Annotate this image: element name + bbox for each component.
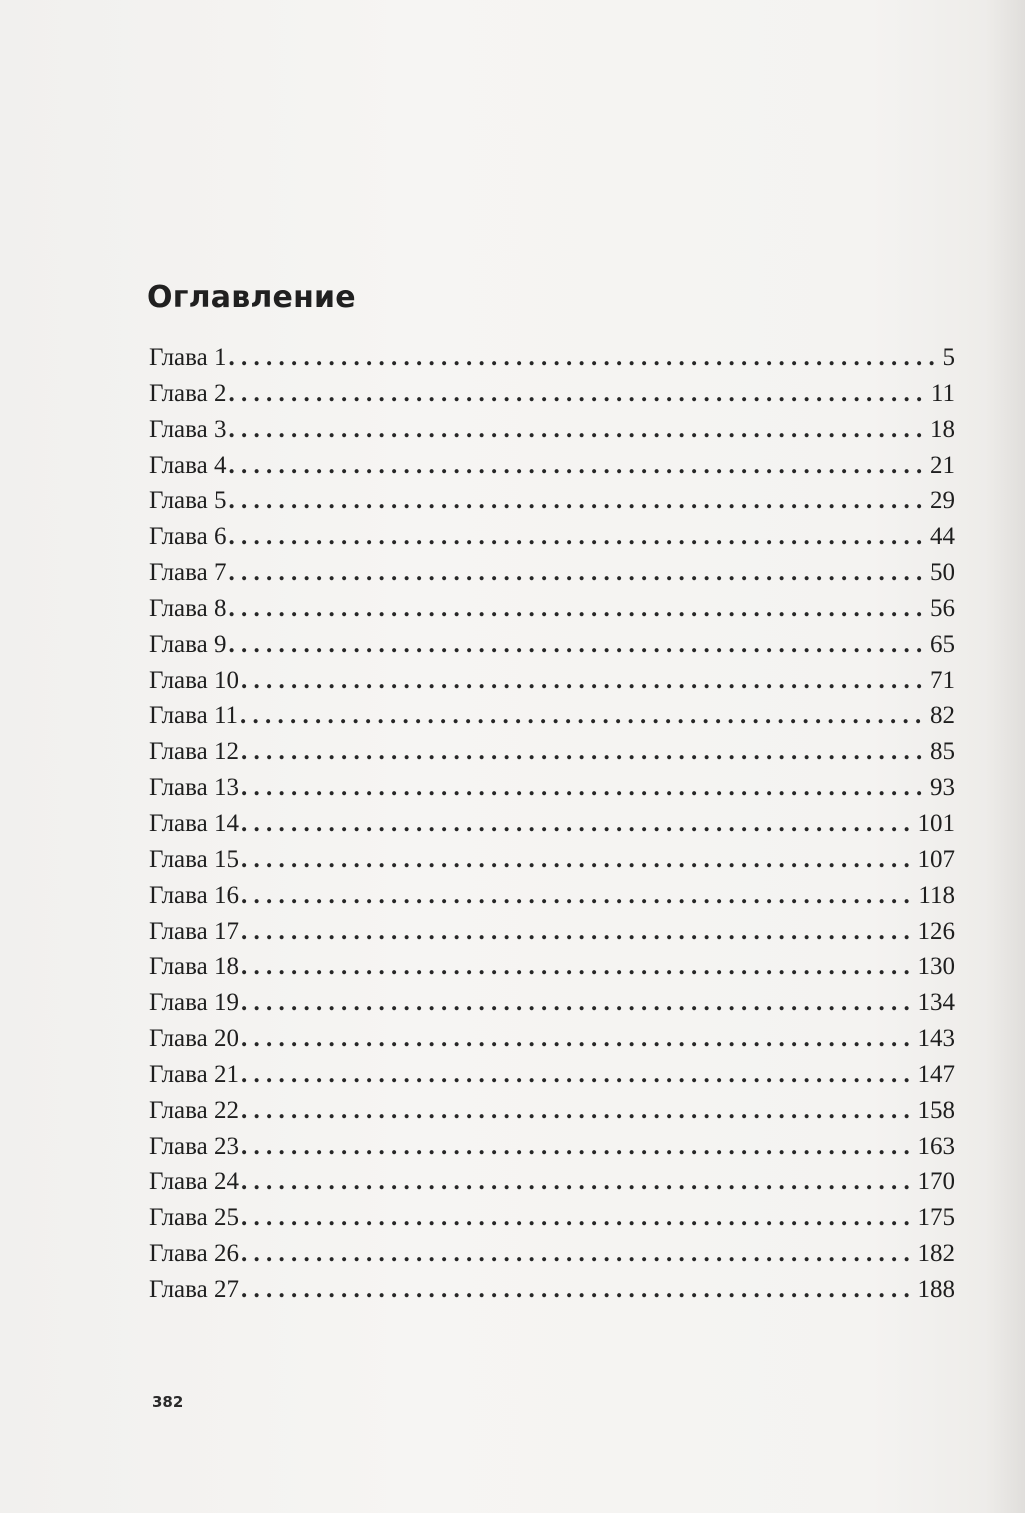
toc-page-number: 18	[930, 415, 955, 443]
toc-page-number: 118	[918, 881, 955, 909]
toc-dot-leader	[228, 519, 926, 555]
toc-entry	[149, 483, 955, 519]
toc-entry	[149, 914, 955, 950]
toc-page-number: 82	[930, 702, 955, 730]
toc-chapter-label: Глава 9	[149, 630, 227, 658]
toc-chapter-label: Глава 11	[149, 702, 239, 730]
toc-chapter-label: Глава 24	[149, 1168, 239, 1196]
table-of-contents	[149, 340, 955, 1308]
toc-dot-leader	[228, 448, 926, 484]
toc-entry	[149, 627, 955, 663]
toc-entry	[149, 1164, 955, 1200]
toc-entry	[149, 663, 955, 699]
toc-page-number: 56	[930, 594, 955, 622]
toc-entry	[149, 842, 955, 878]
toc-chapter-label: Глава 18	[149, 953, 239, 981]
toc-entry	[149, 949, 955, 985]
toc-dot-leader	[228, 627, 926, 663]
toc-page-number: 158	[917, 1096, 955, 1124]
toc-chapter-label: Глава 12	[149, 738, 239, 766]
toc-dot-leader	[228, 340, 938, 376]
toc-page-number: 21	[930, 451, 955, 479]
toc-dot-leader	[228, 555, 926, 591]
toc-dot-leader	[241, 1164, 914, 1200]
toc-dot-leader	[241, 1057, 914, 1093]
toc-page-number: 163	[917, 1132, 955, 1160]
toc-entry	[149, 698, 955, 734]
toc-chapter-label: Глава 7	[149, 559, 227, 587]
toc-entry	[149, 1200, 955, 1236]
toc-chapter-label: Глава 13	[149, 774, 239, 802]
toc-dot-leader	[228, 376, 926, 412]
toc-page-number: 29	[930, 487, 955, 515]
toc-page-number: 101	[917, 809, 955, 837]
toc-dot-leader	[241, 806, 914, 842]
toc-entry	[149, 1236, 955, 1272]
toc-entry	[149, 985, 955, 1021]
toc-chapter-label: Глава 14	[149, 809, 239, 837]
toc-dot-leader	[240, 698, 926, 734]
toc-entry	[149, 412, 955, 448]
toc-entry	[149, 1272, 955, 1308]
toc-chapter-label: Глава 25	[149, 1204, 239, 1232]
toc-page-number: 126	[917, 917, 955, 945]
toc-chapter-label: Глава 20	[149, 1025, 239, 1053]
toc-dot-leader	[241, 1129, 914, 1165]
toc-entry	[149, 448, 955, 484]
toc-dot-leader	[241, 1200, 914, 1236]
toc-page-number: 65	[930, 630, 955, 658]
toc-page-number: 143	[917, 1025, 955, 1053]
toc-page-number: 44	[930, 523, 955, 551]
toc-chapter-label: Глава 16	[149, 881, 239, 909]
toc-entry	[149, 806, 955, 842]
toc-chapter-label: Глава 23	[149, 1132, 239, 1160]
toc-page-number: 71	[930, 666, 955, 694]
toc-dot-leader	[228, 591, 926, 627]
page-title: Оглавление	[147, 280, 356, 315]
toc-page-number: 107	[917, 845, 955, 873]
toc-dot-leader	[241, 1093, 914, 1129]
toc-page-number: 182	[917, 1240, 955, 1268]
toc-dot-leader	[241, 1021, 914, 1057]
toc-dot-leader	[241, 734, 926, 770]
toc-dot-leader	[241, 878, 914, 914]
toc-entry	[149, 734, 955, 770]
toc-dot-leader	[241, 949, 914, 985]
toc-chapter-label: Глава 3	[149, 415, 227, 443]
toc-page-number: 50	[930, 559, 955, 587]
toc-dot-leader	[241, 663, 926, 699]
toc-entry	[149, 519, 955, 555]
toc-dot-leader	[241, 1236, 914, 1272]
toc-entry	[149, 376, 955, 412]
page-edge-shadow	[985, 0, 1025, 1513]
toc-chapter-label: Глава 26	[149, 1240, 239, 1268]
toc-page-number: 175	[917, 1204, 955, 1232]
toc-page-number: 85	[930, 738, 955, 766]
toc-entry	[149, 770, 955, 806]
toc-chapter-label: Глава 27	[149, 1275, 239, 1303]
toc-chapter-label: Глава 21	[149, 1060, 239, 1088]
toc-chapter-label: Глава 4	[149, 451, 227, 479]
toc-chapter-label: Глава 22	[149, 1096, 239, 1124]
toc-page-number: 11	[930, 379, 955, 407]
toc-dot-leader	[241, 914, 914, 950]
toc-page-number: 147	[917, 1060, 955, 1088]
toc-entry	[149, 878, 955, 914]
toc-page-number: 188	[917, 1275, 955, 1303]
toc-page-number: 130	[917, 953, 955, 981]
toc-entry	[149, 555, 955, 591]
toc-entry	[149, 1057, 955, 1093]
toc-chapter-label: Глава 1	[149, 344, 227, 371]
toc-page-number: 134	[917, 989, 955, 1017]
toc-dot-leader	[241, 985, 914, 1021]
toc-chapter-label: Глава 6	[149, 523, 227, 551]
toc-chapter-label: Глава 15	[149, 845, 239, 873]
toc-dot-leader	[241, 770, 926, 806]
toc-entry	[149, 1093, 955, 1129]
toc-chapter-label: Глава 19	[149, 989, 239, 1017]
toc-chapter-label: Глава 17	[149, 917, 239, 945]
toc-entry	[149, 340, 955, 376]
toc-dot-leader	[241, 1272, 914, 1308]
toc-dot-leader	[228, 412, 926, 448]
toc-chapter-label: Глава 10	[149, 666, 239, 694]
toc-page-number: 170	[917, 1168, 955, 1196]
toc-chapter-label: Глава 5	[149, 487, 227, 515]
page-number: 382	[152, 1393, 184, 1411]
toc-entry	[149, 591, 955, 627]
toc-page-number: 93	[930, 774, 955, 802]
toc-dot-leader	[228, 483, 926, 519]
toc-entry	[149, 1021, 955, 1057]
toc-chapter-label: Глава 2	[149, 379, 227, 407]
toc-chapter-label: Глава 8	[149, 594, 227, 622]
toc-entry	[149, 1129, 955, 1165]
toc-dot-leader	[241, 842, 914, 878]
toc-page-number: 5	[942, 344, 955, 371]
